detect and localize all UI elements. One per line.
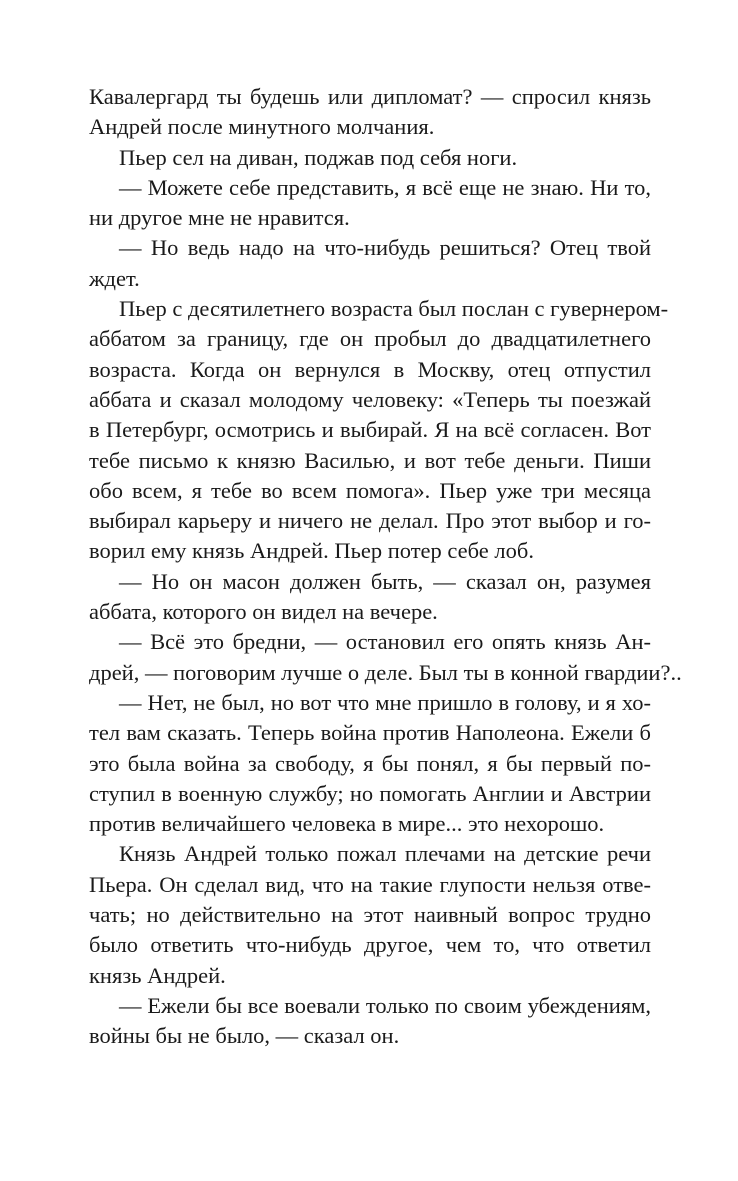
text-line: это была война за свободу, я бы понял, я бы первый по-	[89, 750, 651, 776]
text-line: Пьер с десятилетнего возраста был послан с гувернером-	[119, 296, 669, 322]
text-line: войны бы не было, — сказал он.	[89, 1023, 400, 1049]
text-line: — Но он масон должен быть, — сказал он, разумея	[119, 568, 651, 594]
text-line: ворил ему князь Андрей. Пьер потер себе лоб.	[89, 538, 534, 564]
text-line: Пьера. Он сделал вид, что на такие глупости нельзя отве-	[89, 871, 651, 897]
text-line: Кавалергард ты будешь или дипломат? — спросил князь	[89, 84, 651, 109]
text-line: аббата, которого он видел на вечере.	[89, 599, 438, 625]
text-line: ни другое мне не нравится.	[89, 205, 350, 231]
text-line: — Всё это бредни, — остановил его опять князь Ан-	[119, 629, 651, 655]
paragraph	[89, 82, 651, 143]
text-line: — Нет, не был, но вот что мне пришло в голову, и я хо-	[119, 689, 651, 715]
text-line: — Ежели бы все воевали только по своим убеждениям,	[119, 992, 651, 1018]
text-line: князь Андрей.	[89, 962, 226, 988]
text-line: выбирал карьеру и ничего не делал. Про этот выбор и го-	[89, 508, 651, 534]
paragraph	[89, 688, 651, 839]
text-line: — Можете себе представить, я всё еще не знаю. Ни то,	[119, 174, 651, 200]
text-line: ступил в военную службу; но помогать Англии и Австрии	[89, 780, 651, 806]
text-line: аббатом за границу, где он пробыл до двадцатилетнего	[89, 326, 651, 352]
text-line: было ответить что-нибудь другое, чем то, что ответил	[89, 932, 651, 958]
text-line: в Петербург, осмотрись и выбирай. Я на всё согласен. Вот	[89, 417, 651, 443]
text-line: — Но ведь надо на что-нибудь решиться? Отец твой	[119, 235, 651, 261]
text-line: тебе письмо к князю Василью, и вот тебе деньги. Пиши	[89, 447, 651, 473]
text-line: дрей, — поговорим лучше о деле. Был ты в конной гвардии?..	[89, 659, 682, 685]
text-line: Пьер сел на диван, поджав под себя ноги.	[119, 144, 518, 170]
paragraph	[89, 233, 651, 294]
text-line: обо всем, я тебе во всем помога». Пьер уже три месяца	[89, 477, 651, 503]
paragraph	[89, 173, 651, 234]
text-line: чать; но действительно на этот наивный вопрос трудно	[89, 902, 651, 928]
paragraph	[89, 567, 651, 628]
text-line: Андрей после минутного молчания.	[89, 114, 435, 140]
text-line: тел вам сказать. Теперь война против Наполеона. Ежели б	[89, 720, 651, 746]
text-line: возраста. Когда он вернулся в Москву, отец отпустил	[89, 356, 651, 382]
paragraph	[89, 143, 651, 173]
text-line: аббата и сказал молодому человеку: «Теперь ты поезжай	[89, 386, 651, 412]
paragraph	[89, 839, 651, 990]
text-line: ждет.	[89, 265, 140, 291]
text-line: против величайшего человека в мире... это нехорошо.	[89, 811, 605, 837]
paragraph	[89, 627, 682, 688]
text-line: Князь Андрей только пожал плечами на детские речи	[119, 841, 651, 867]
paragraph	[89, 294, 669, 567]
book-page-text	[89, 82, 682, 1052]
paragraph	[89, 991, 651, 1052]
